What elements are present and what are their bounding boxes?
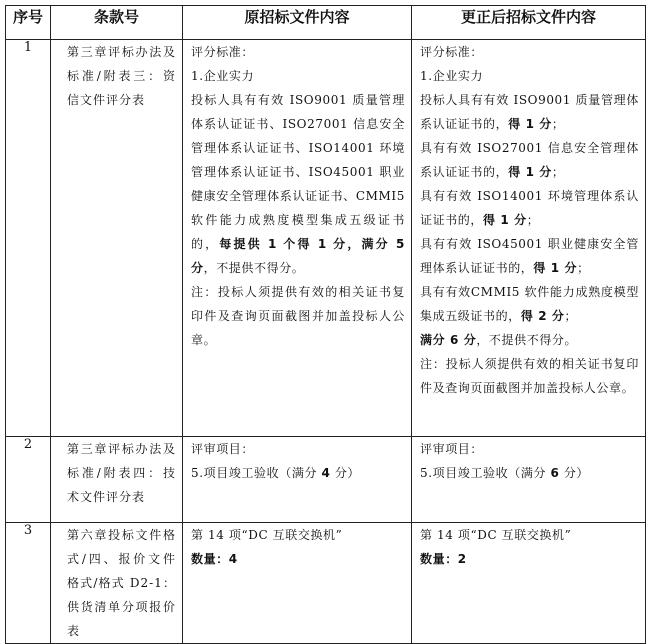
item-quantity [420, 547, 639, 571]
table-row [6, 523, 646, 644]
corrected-content [412, 40, 646, 437]
criteria-text: 具有有效 ISO45001 职业健康安全管理体系认证证书的， [420, 237, 639, 275]
row-clause [51, 437, 183, 523]
header-original: 原招标文件内容 [183, 6, 412, 40]
table-row [6, 437, 646, 523]
row-seq: 2 [6, 437, 51, 523]
criteria-score: 得 1 分 [533, 261, 578, 275]
criteria-tail: ，不提供不得分。 [476, 333, 578, 347]
criteria-text [191, 88, 405, 280]
criteria-note: 注：投标人须提供有效的相关证书复印件及查询页面截图并加盖投标人公章。 [420, 357, 639, 395]
criteria-score: 得 1 分 [508, 165, 552, 179]
review-unit: 分） [559, 466, 590, 480]
clause-text: 第三章评标办法及标准/附表三：资信文件评分表 [67, 45, 176, 107]
quantity-value: 数量：2 [420, 552, 467, 566]
criteria-heading: 评分标准： [420, 45, 484, 59]
review-text: 5.项目竣工验收（满分 [191, 466, 322, 480]
original-content [183, 40, 412, 437]
corrected-content [412, 523, 646, 644]
original-content [183, 523, 412, 644]
review-unit: 分） [330, 466, 361, 480]
criteria-line: 具有有效 ISO45001 职业健康安全管理体系认证证书的，得 1 分； [420, 237, 639, 275]
criteria-item: 1.企业实力 [420, 69, 484, 83]
criteria-note: 注：投标人须提供有效的相关证书复印件及查询页面截图并加盖投标人公章。 [191, 285, 405, 347]
item-name: 第 14 项“DC 互联交换机” [420, 528, 572, 542]
criteria-line: 具有有效CMMI5 软件能力成熟度模型集成五级证书的，得 2 分； [420, 285, 639, 323]
review-item [191, 461, 405, 485]
header-row [6, 6, 646, 40]
item-name: 第 14 项“DC 互联交换机” [191, 528, 343, 542]
table-row [6, 40, 646, 437]
review-text: 5.项目竣工验收（满分 [420, 466, 551, 480]
criteria-line: 投标人具有有效 ISO9001 质量管理体系认证证书的，得 1 分； [420, 93, 639, 131]
criteria-score: 每提供 1 个得 1 分，满分 5 分 [191, 237, 406, 275]
row-seq: 3 [6, 523, 51, 644]
review-score: 6 [550, 466, 560, 480]
item-quantity [191, 547, 405, 571]
criteria-score: 得 1 分 [483, 213, 527, 227]
criteria-text: 具有有效CMMI5 软件能力成熟度模型集成五级证书的， [420, 285, 639, 323]
criteria-tail: ，不提供不得分。 [203, 261, 305, 275]
correction-table [5, 5, 646, 644]
header-seq: 序号 [6, 6, 51, 40]
criteria-line: 具有有效 ISO27001 信息安全管理体系认证证书的，得 1 分； [420, 141, 639, 179]
criteria-heading: 评分标准： [191, 45, 255, 59]
row-clause [51, 40, 183, 437]
criteria-item: 1.企业实力 [191, 69, 255, 83]
criteria-score: 得 2 分 [520, 309, 565, 323]
row-seq: 1 [6, 40, 51, 437]
clause-text: 第三章评标办法及标准/附表四：技术文件评分表 [67, 442, 176, 504]
criteria-body: 投标人具有有效 ISO9001 质量管理体系认证证书、ISO27001 信息安全管理体系认证证书、ISO14001 环境管理体系认证证书、ISO45001 职业健康安全管理体系认证证书、CMMI5 软件能力成熟度模型集成五级证书的， [191, 93, 405, 251]
review-item [420, 461, 639, 485]
criteria-text: 具有有效 ISO27001 信息安全管理体系认证证书的， [420, 141, 639, 179]
criteria-text: 具有有效 ISO14001 环境管理体系认证证书的， [420, 189, 639, 227]
original-content [183, 437, 412, 523]
criteria-line: 具有有效 ISO14001 环境管理体系认证证书的，得 1 分； [420, 189, 639, 227]
review-score: 4 [321, 466, 331, 480]
review-heading: 评审项目： [420, 442, 484, 456]
criteria-max-score: 满分 6 分 [420, 333, 477, 347]
header-clause: 条款号 [51, 6, 183, 40]
criteria-score: 得 1 分 [508, 117, 552, 131]
review-heading: 评审项目： [191, 442, 255, 456]
criteria-line [420, 328, 639, 352]
header-corrected: 更正后招标文件内容 [412, 6, 646, 40]
criteria-text: 投标人具有有效 ISO9001 质量管理体系认证证书的， [420, 93, 639, 131]
quantity-value: 数量：4 [191, 552, 238, 566]
row-clause [51, 523, 183, 644]
clause-text: 第六章投标文件格式/四、报价文件格式/格式 D2-1：供货清单分项报价表 [67, 528, 176, 638]
corrected-content [412, 437, 646, 523]
